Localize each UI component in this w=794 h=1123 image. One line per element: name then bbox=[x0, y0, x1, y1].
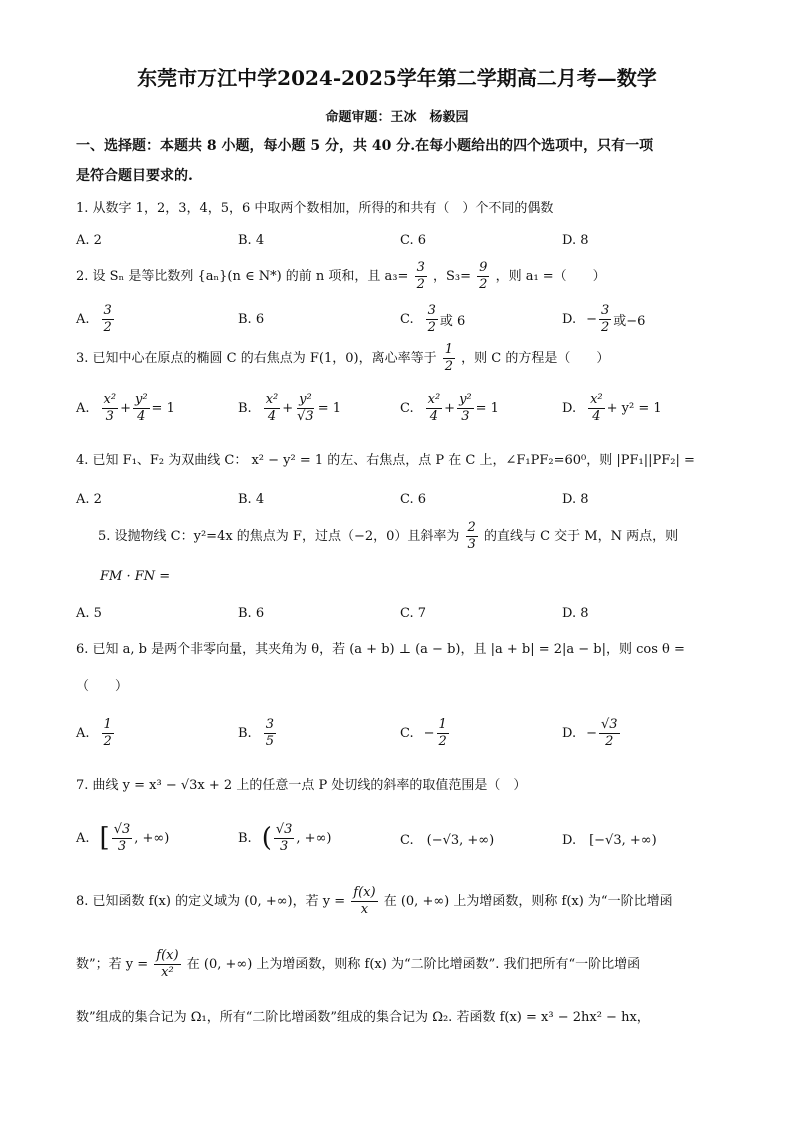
option-a: A. 2 bbox=[76, 491, 102, 507]
question-5-text: 5. 设抛物线 C：y²=4x 的焦点为 F，过点（−2，0）且斜率为 $\frac{2}{3}$ 的直线与 C 交于 M，N 两点，则 bbox=[98, 520, 679, 552]
option-b: B. 4 bbox=[238, 232, 265, 248]
option-b: B. 6 bbox=[238, 605, 265, 621]
option-a: A. $\frac{1}{2}$ bbox=[76, 716, 112, 749]
question-2-text-c: ，则 a₁ =（ ） bbox=[495, 269, 606, 284]
section-heading-line1: 一、选择题：本题共 8 小题，每小题 5 分，共 40 分.在每小题给出的四个选项中，只有一项 bbox=[76, 138, 654, 154]
option-d: D. 8 bbox=[562, 491, 589, 507]
question-2-text bbox=[76, 258, 726, 296]
option-b: B. 4 bbox=[238, 491, 265, 507]
option-b: B. ( $\frac{√3}{3}$ , +∞) bbox=[238, 821, 332, 854]
question-1-options bbox=[76, 220, 726, 260]
option-c: C. (−√3, +∞) bbox=[400, 832, 495, 848]
option-d: D. 8 bbox=[562, 232, 589, 248]
question-7-options bbox=[76, 816, 726, 860]
option-a: A. 5 bbox=[76, 605, 102, 621]
option-c: C. 6 bbox=[400, 491, 427, 507]
option-a: A. 2 bbox=[76, 232, 102, 248]
option-c: C. $\frac{3}{2}$ 或 6 bbox=[400, 302, 466, 335]
fraction: $\frac{1}{2}$ bbox=[444, 342, 454, 374]
option-a: A. [ $\frac{√3}{3}$ , +∞) bbox=[76, 821, 170, 854]
exam-authors: 命题审题：王冰 杨毅园 bbox=[325, 110, 469, 125]
question-8-line1: 8. 已知函数 f(x) 的定义域为 (0, +∞)，若 y = $\frac{f(x)}{x}$ 在 (0, +∞) 上为增函数，则称 f(x) 为“一阶比增函 bbox=[76, 885, 673, 917]
question-8-line2: 数”；若 y = $\frac{f(x)}{\text{x²}}$ 在 (0, +∞) 上为增函数，则称 f(x) 为“二阶比增函数”. 我们把所有“一阶比增函 bbox=[76, 948, 641, 980]
option-b: B. $\frac{\text{x²}}{4}$ + $\frac{\text{y²}}{√3}$ = 1 bbox=[238, 391, 341, 424]
option-c: C. − $\frac{1}{2}$ bbox=[400, 716, 447, 749]
question-2-options bbox=[76, 299, 726, 339]
option-a: A. $\frac{3}{2}$ bbox=[76, 302, 112, 335]
section-heading-line2: 是符合题目要求的. bbox=[76, 168, 193, 184]
fraction: $\frac{f(x)}{\text{x²}}$ bbox=[156, 948, 179, 980]
fraction: $\frac{3}{2}$ bbox=[416, 260, 425, 292]
option-d: D. 8 bbox=[562, 605, 589, 621]
question-3-options bbox=[76, 388, 726, 428]
question-8-line3: 数”组成的集合记为 Ω₁，所有“二阶比增函数”组成的集合记为 Ω₂. 若函数 f(x) = x³ − 2hx² − hx， bbox=[76, 1010, 650, 1025]
question-3-text: 3. 已知中心在原点的椭圆 C 的右焦点为 F(1，0)，离心率等于 $\frac{1}{2}$ ，则 C 的方程是（ ） bbox=[76, 342, 610, 374]
question-7-text: 7. 曲线 y = x³ − √3x + 2 上的任意一点 P 处切线的斜率的取值范围是（ ） bbox=[76, 778, 527, 793]
exam-title: 东莞市万江中学2024-2025学年第二学期高二月考—数学 bbox=[137, 66, 657, 90]
option-d: D. − $\frac{√3}{2}$ bbox=[562, 716, 618, 749]
fraction: $\frac{f(x)}{x}$ bbox=[353, 885, 376, 917]
option-c: C. 7 bbox=[400, 605, 427, 621]
question-6-options bbox=[76, 713, 726, 753]
question-2-text-a: 2. 设 Sₙ 是等比数列 {aₙ}(n ∈ N*) 的前 n 项和，且 a₃= bbox=[76, 269, 409, 284]
option-c: C. $\frac{\text{x²}}{4}$ + $\frac{\text{y²}}{3}$ = 1 bbox=[400, 391, 499, 424]
option-a: A. $\frac{\text{x²}}{3}$ + $\frac{\text{y²}}{4}$ = 1 bbox=[76, 391, 175, 424]
question-4-text: 4. 已知 F₁、F₂ 为双曲线 C： x² − y² = 1 的左、右焦点，点 P 在 C 上，∠F₁PF₂=60⁰，则 |PF₁||PF₂| = bbox=[76, 453, 695, 468]
fraction: $\frac{2}{3}$ bbox=[467, 520, 476, 552]
question-1-text: 1. 从数字 1，2，3，4，5，6 中取两个数相加，所得的和共有（ ）个不同的偶数 bbox=[76, 201, 554, 216]
option-d: D. $\frac{\text{x²}}{4}$ + y² = 1 bbox=[562, 391, 662, 424]
option-c: C. 6 bbox=[400, 232, 427, 248]
question-5-vector-expression: FM · FN = bbox=[100, 569, 171, 584]
option-b: B. 6 bbox=[238, 311, 265, 327]
question-4-options bbox=[76, 479, 726, 519]
option-d: D. [−√3, +∞) bbox=[562, 832, 657, 848]
question-6-text: 6. 已知 a, b 是两个非零向量，其夹角为 θ，若 (a + b) ⊥ (a − b)，且 |a + b| = 2|a − b|，则 cos θ = bbox=[76, 642, 685, 657]
question-2-text-b: ，S₃= bbox=[432, 269, 471, 284]
fraction: $\frac{9}{2}$ bbox=[479, 260, 488, 292]
option-b: B. $\frac{3}{5}$ bbox=[238, 716, 274, 749]
question-6-bracket: （ ） bbox=[76, 679, 129, 694]
question-5-options bbox=[76, 593, 726, 633]
option-d: D. − $\frac{3}{2}$ 或−6 bbox=[562, 302, 646, 335]
